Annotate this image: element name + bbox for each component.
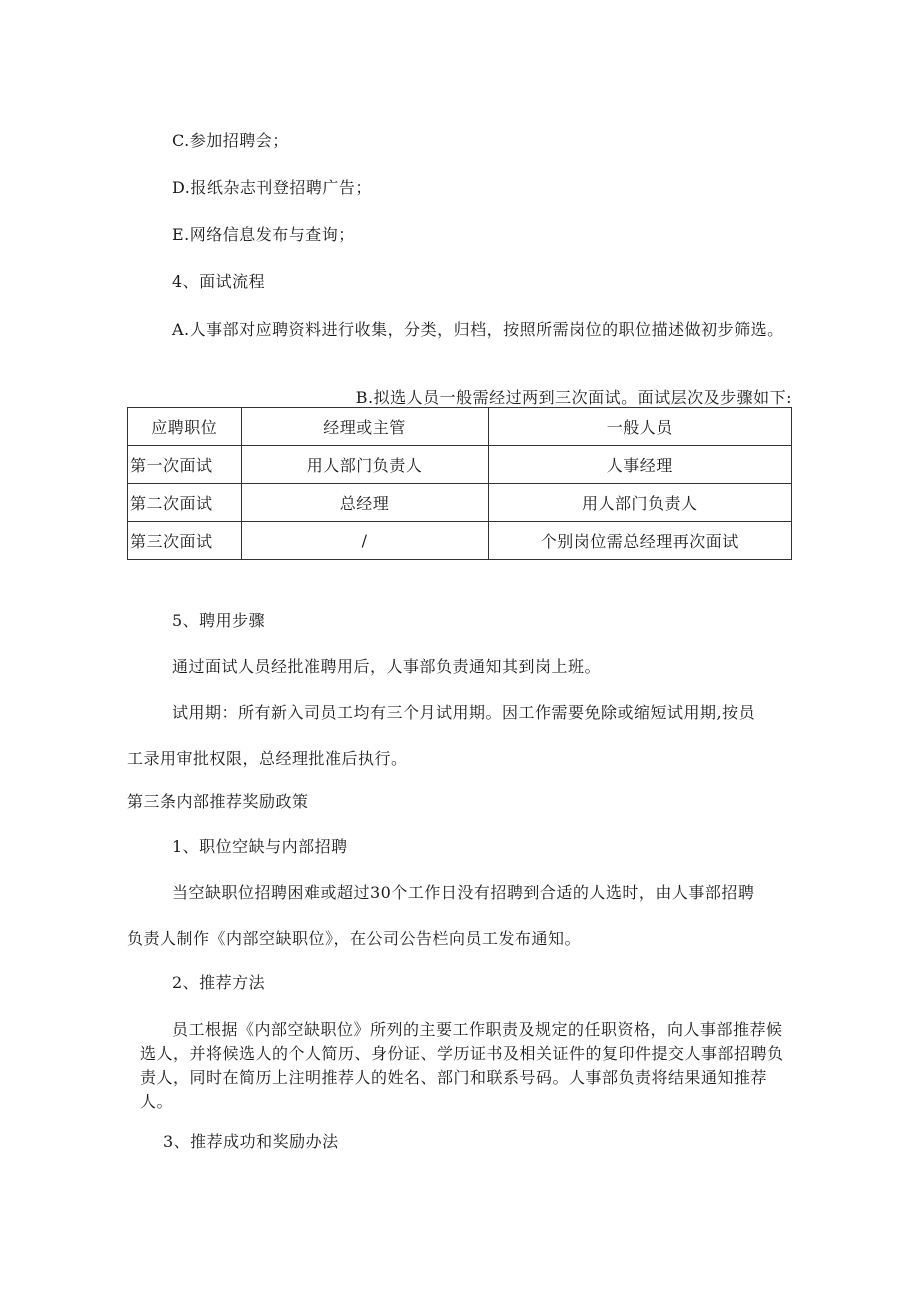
- paragraph-a: A.人事部对应聘资料进行收集，分类，归档，按照所需岗位的职位描述做初步筛选。: [172, 320, 784, 339]
- paragraph-vacancy-line2: 负责人制作《内部空缺职位》，在公司公告栏向员工发布通知。: [127, 929, 582, 948]
- table-cell: 用人部门负责人: [241, 446, 488, 484]
- table-header-row: [128, 408, 792, 446]
- item-c: C.参加招聘会；: [172, 131, 289, 150]
- item-b: B.拟选人员一般需经过两到三次面试。面试层次及步骤如下:: [355, 388, 792, 407]
- heading-interview-process: 4、面试流程: [172, 272, 266, 291]
- table-cell: 用人部门负责人: [488, 484, 791, 522]
- table-row: [128, 522, 792, 560]
- table-cell: /: [241, 522, 488, 560]
- paragraph-probation-line1: 试用期：所有新入司员工均有三个月试用期。因工作需要免除或缩短试用期,按员: [172, 703, 756, 722]
- paragraph-hiring-notice: 通过面试人员经批准聘用后，人事部负责通知其到岗上班。: [172, 657, 602, 676]
- table-cell: 人事经理: [488, 446, 791, 484]
- heading-hiring-steps: 5、聘用步骤: [172, 611, 266, 630]
- table-header-cell: 经理或主管: [241, 408, 488, 446]
- heading-reward: 3、推荐成功和奖励办法: [163, 1132, 339, 1151]
- paragraph-recommend-method: 员工根据《内部空缺职位》所列的主要工作职责及规定的任职资格，向人事部推荐候选人，并将候选人的个人简历、身份证、学历证书及相关证件的复印件提交人事部招聘负责人，同时在简历上注明推荐人的姓名、部门和联系号码。人事部负责将结果通知推荐人。: [140, 1020, 784, 1111]
- paragraph-probation-line2: 工录用审批权限，总经理批准后执行。: [127, 749, 408, 768]
- heading-recommend-method: 2、推荐方法: [172, 973, 266, 992]
- table-cell: 第一次面试: [128, 446, 242, 484]
- paragraph-vacancy-line1: 当空缺职位招聘困难或超过30个工作日没有招聘到合适的人选时，由人事部招聘: [172, 883, 755, 902]
- table-cell: 个别岗位需总经理再次面试: [488, 522, 791, 560]
- table-row: [128, 484, 792, 522]
- article-3-title: 第三条内部推荐奖励政策: [127, 792, 309, 811]
- table-cell: 第二次面试: [128, 484, 242, 522]
- item-e: E.网络信息发布与查询；: [172, 225, 355, 244]
- table-row: [128, 446, 792, 484]
- table-header-cell: 一般人员: [488, 408, 791, 446]
- interview-table: [127, 407, 792, 560]
- table-cell: 第三次面试: [128, 522, 242, 560]
- heading-vacancy: 1、职位空缺与内部招聘: [172, 837, 348, 856]
- item-d: D.报纸杂志刊登招聘广告；: [172, 178, 372, 197]
- table-header-cell: 应聘职位: [128, 408, 242, 446]
- table-cell: 总经理: [241, 484, 488, 522]
